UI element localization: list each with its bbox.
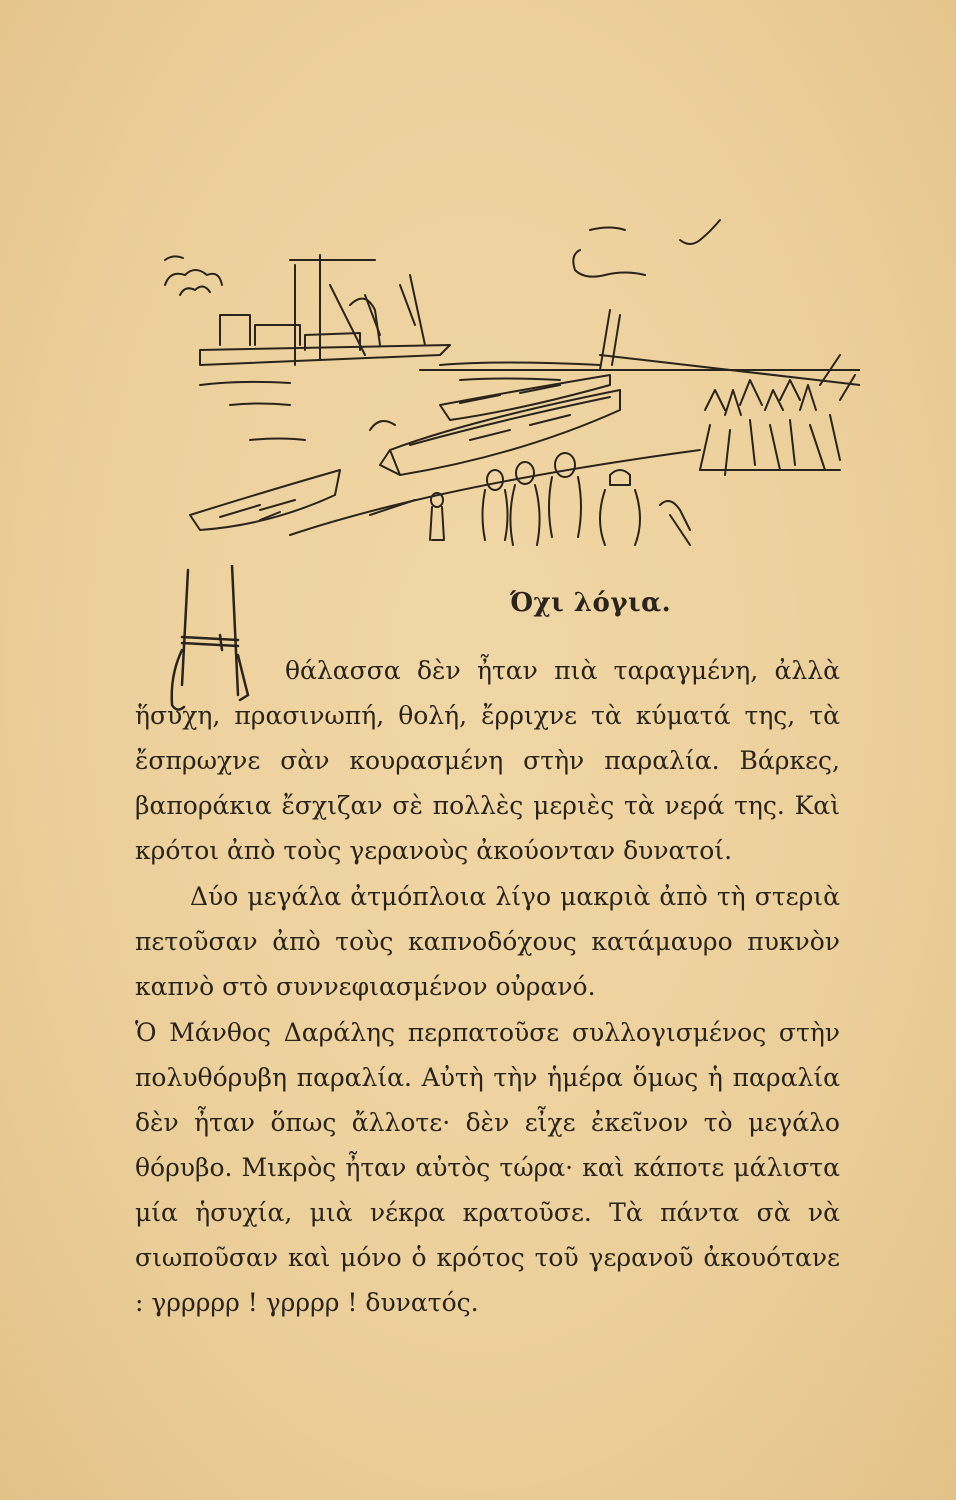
paragraph-3: Ὁ Μάνθος Δαράλης περπατοῦσε συλλογισμένος στὴν πολυθόρυβη παραλία. Αὐτὴ τὴν ἡμέρα ὅμως ἡ παραλία δὲν ἦταν ὅπως ἄλλοτε· δὲν εἶχε ἐκεῖνον τὸ μεγάλο θόρυβο. Μικρὸς ἦταν αὐτὸς τώρα· καὶ κάποτε μάλιστα μία ἡσυχία, μιὰ νέκρα κρατοῦσε. Τὰ πάντα σὰ νὰ σιωποῦσαν καὶ μόνο ὁ κρότος τοῦ γερανοῦ ἀκουότανε : γρρρρρ ! γρρρρ ! δυνατός.: [135, 1018, 840, 1317]
paragraph-1: θάλασσα δὲν ἦταν πιὰ ταραγμένη, ἀλλὰ ἥσυχη, πρασινωπή, θολή, ἔρριχνε τὰ κύματά της, τὰ ἔσπρωχνε σὰν κουρασμένη στὴν παραλία. Βάρκες, βαποράκια ἔσχιζαν σὲ πολλὲς μεριὲς τὰ νερά της. Καὶ κρότοι ἀπὸ τοὺς γερανοὺς ἀκούονταν δυνατοί.: [135, 656, 840, 865]
harbour-illustration: [140, 215, 860, 560]
paragraph-2: Δύο μεγάλα ἀτμόπλοια λίγο μακριὰ ἀπὸ τὴ στεριὰ πετοῦσαν ἀπὸ τοὺς καπνοδόχους κατάμαυρο πυκνὸν καπνὸ στὸ συννεφιασμένον οὐρανό.: [135, 882, 840, 1001]
section-title: Όχι λόγια.: [510, 588, 672, 618]
